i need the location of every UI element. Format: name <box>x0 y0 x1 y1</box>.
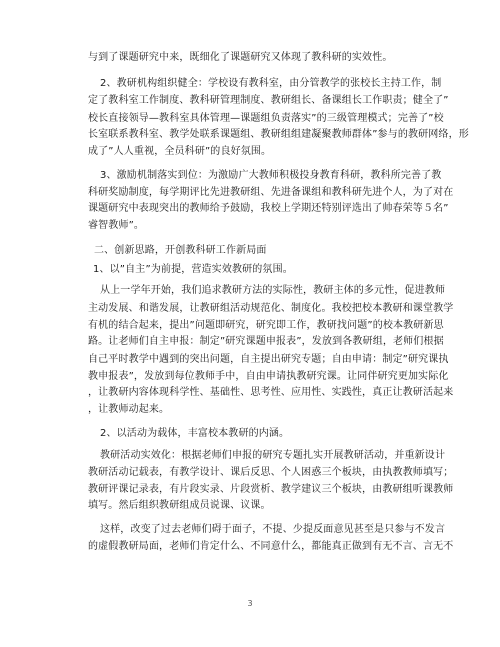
text-line <box>0 202 500 216</box>
text-line <box>0 112 500 126</box>
text-line-content: ，让教师动起来。 <box>88 404 170 415</box>
text-line <box>0 145 500 159</box>
text-line-content: 长室联系教科室、教学处联系课题组、教研组组建凝聚教师群体”参与的教研网络，形 <box>88 129 469 140</box>
text-line <box>0 540 500 554</box>
text-line-content: 这样，改变了过去老师们碍于面子，不提、少提反面意见甚至是只参与不发言 <box>100 524 446 535</box>
text-line <box>0 386 500 400</box>
text-line <box>0 449 500 463</box>
text-line <box>0 244 500 258</box>
text-line <box>0 94 500 108</box>
text-line <box>0 77 500 91</box>
text-line-content: 成了”人人重视，全员科研”的良好氛围。 <box>88 146 272 157</box>
text-line-content: 1、以”自主”为前提，营造实效教研的氛围。 <box>93 264 293 275</box>
text-line <box>0 466 500 480</box>
text-line <box>0 302 500 316</box>
text-line-content: 自己平时教学中遇到的突出问题，自主提出研究专题；自由申请：制定”研究课执 <box>88 354 449 365</box>
text-line-content: 从上一学年开始，我们追求教研方法的实际性，教研主体的多元性，促进教师 <box>100 285 446 296</box>
text-line <box>0 186 500 200</box>
text-line <box>0 319 500 333</box>
text-line-content: 填写。然后组织教研组成员说课、议课。 <box>88 500 271 511</box>
text-line <box>0 219 500 233</box>
text-line <box>0 370 500 384</box>
text-line-content: 教研活动实效化：根据老师们申报的研究专题扎实开展教研活动，并重新设计 <box>100 450 446 461</box>
text-line-content: 与到了课题研究中来，既细化了课题研究又体现了教科研的实效性。 <box>88 52 393 63</box>
text-line <box>0 128 500 142</box>
text-line-content: 教研活动记载表，有教学设计、课后反思、个人困惑三个板块，由执教教师填写； <box>88 467 454 478</box>
text-line <box>0 499 500 513</box>
text-line-content: 主动发展、和谐发展，让教研组活动规范化、制度化。我校把校本教研和课堂教学 <box>88 303 454 314</box>
text-line-content: 二、创新思路，开创教科研工作新局面 <box>94 245 267 256</box>
text-line-content: 教申报表”，发放到每位教师手中，自由申请执教研究课。让同伴研究更加实际化 <box>88 371 449 382</box>
text-line-content: 2、以活动为载体，丰富校本教研的内涵。 <box>100 428 290 439</box>
text-line-content: 科研奖励制度，每学期评比先进教研组、先进备课组和教科研先进个人，为了对在 <box>88 187 454 198</box>
text-line <box>0 169 500 183</box>
text-line <box>0 483 500 497</box>
text-line-content: 校长直接领导—教科室具体管理—课题组负责落实”的三级管理模式；完善了”校 <box>88 113 444 124</box>
text-line <box>0 427 500 441</box>
text-line <box>0 523 500 537</box>
text-line-content: 定了教科室工作制度、教科研管理制度、教研组长、备课组长工作职责；健全了” <box>88 95 449 106</box>
text-line-content: ，让教研内容体现科学性、基础性、思考性、应用性、实践性，真正让教研活起来 <box>88 387 454 398</box>
page-number: 3 <box>247 599 253 608</box>
text-line-content: 有机的结合起来，提出”问题即研究，研究即工作，教研找问题”的校本教研新思 <box>88 320 444 331</box>
text-line <box>0 403 500 417</box>
text-line <box>0 353 500 367</box>
text-line-content: 路。让老师们自主申报：制定”研究课题申报表”，发放到各教研组，老师们根据 <box>88 336 444 347</box>
text-line <box>0 335 500 349</box>
text-line-content: 睿智教师”。 <box>88 220 145 231</box>
text-line-content: 2、教研机构组织健全：学校设有教科室，由分管教学的张校长主持工作，制 <box>100 78 442 89</box>
text-line-content: 教研评课记录表，有片段实录、片段赏析、教学建议三个板块，由教研组听课教师 <box>88 484 454 495</box>
text-line <box>0 51 500 65</box>
text-line-content: 的虚假教研局面，老师们肯定什么、不同意什么，都能真正做到有无不言、言无不 <box>88 541 454 552</box>
text-line-content: 3、激励机制落实到位：为激励广大教师积极投身教育科研，教科所完善了教 <box>100 170 442 181</box>
text-line-content: 课题研究中表现突出的教师给予鼓励，我校上学期还特别评选出了帅春荣等５名” <box>88 203 449 214</box>
text-line <box>0 284 500 298</box>
text-line <box>0 263 500 277</box>
